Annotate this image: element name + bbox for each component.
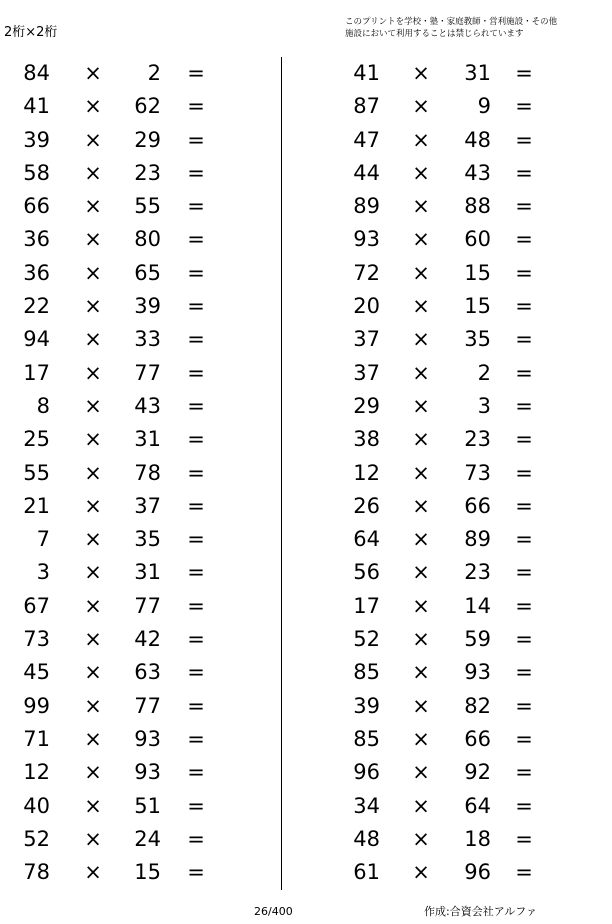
times-sign: × <box>84 660 102 685</box>
problem-row <box>0 157 280 190</box>
equals-sign: = <box>515 194 533 219</box>
problem-row <box>0 423 280 456</box>
times-sign: × <box>412 127 430 152</box>
multiplicand: 12 <box>23 760 50 785</box>
multiplier: 93 <box>134 760 161 785</box>
equals-sign: = <box>187 860 205 885</box>
problem-row <box>330 57 610 90</box>
times-sign: × <box>412 693 430 718</box>
times-sign: × <box>412 560 430 585</box>
equals-sign: = <box>187 560 205 585</box>
equals-sign: = <box>187 360 205 385</box>
times-sign: × <box>412 194 430 219</box>
problem-row <box>0 790 280 823</box>
multiplier: 35 <box>134 527 161 552</box>
times-sign: × <box>84 527 102 552</box>
worksheet-title: 2桁×2桁 <box>4 25 58 40</box>
left-problem-column <box>0 57 280 889</box>
multiplier: 77 <box>134 593 161 618</box>
page-number: 26/400 <box>254 905 293 918</box>
multiplicand: 78 <box>23 860 50 885</box>
multiplicand: 72 <box>353 260 380 285</box>
multiplier: 43 <box>134 393 161 418</box>
multiplier: 35 <box>464 327 491 352</box>
multiplier: 39 <box>134 294 161 319</box>
equals-sign: = <box>515 460 533 485</box>
multiplicand: 87 <box>353 94 380 119</box>
times-sign: × <box>412 460 430 485</box>
equals-sign: = <box>187 826 205 851</box>
problem-row <box>0 856 280 889</box>
problem-row <box>330 390 610 423</box>
problem-row <box>0 623 280 656</box>
times-sign: × <box>412 427 430 452</box>
times-sign: × <box>84 260 102 285</box>
equals-sign: = <box>187 160 205 185</box>
problem-row <box>0 756 280 789</box>
times-sign: × <box>84 793 102 818</box>
times-sign: × <box>84 593 102 618</box>
multiplicand: 20 <box>353 294 380 319</box>
equals-sign: = <box>515 61 533 85</box>
multiplier: 23 <box>464 560 491 585</box>
multiplicand: 41 <box>353 61 380 85</box>
multiplier: 66 <box>464 493 491 518</box>
problem-row <box>330 457 610 490</box>
multiplicand: 8 <box>36 393 50 418</box>
equals-sign: = <box>515 94 533 119</box>
times-sign: × <box>412 227 430 252</box>
equals-sign: = <box>187 327 205 352</box>
equals-sign: = <box>187 427 205 452</box>
equals-sign: = <box>187 593 205 618</box>
multiplier: 23 <box>464 427 491 452</box>
multiplier: 82 <box>464 693 491 718</box>
multiplier: 77 <box>134 360 161 385</box>
times-sign: × <box>84 294 102 319</box>
equals-sign: = <box>515 593 533 618</box>
multiplicand: 12 <box>353 460 380 485</box>
multiplicand: 61 <box>353 860 380 885</box>
times-sign: × <box>84 94 102 119</box>
multiplier: 43 <box>464 160 491 185</box>
problem-row <box>0 257 280 290</box>
multiplicand: 85 <box>353 726 380 751</box>
times-sign: × <box>412 593 430 618</box>
equals-sign: = <box>187 294 205 319</box>
multiplier: 92 <box>464 760 491 785</box>
problem-row <box>330 523 610 556</box>
problem-row <box>330 790 610 823</box>
multiplier: 24 <box>134 826 161 851</box>
equals-sign: = <box>515 294 533 319</box>
times-sign: × <box>412 726 430 751</box>
usage-notice-line-1: このプリントを学校・塾・家庭教師・営利施設・その他 <box>345 17 558 27</box>
multiplier: 88 <box>464 194 491 219</box>
multiplicand: 66 <box>23 194 50 219</box>
multiplicand: 64 <box>353 527 380 552</box>
equals-sign: = <box>187 793 205 818</box>
times-sign: × <box>412 493 430 518</box>
multiplier: 15 <box>464 294 491 319</box>
equals-sign: = <box>515 627 533 652</box>
multiplier: 15 <box>464 260 491 285</box>
equals-sign: = <box>515 493 533 518</box>
times-sign: × <box>412 160 430 185</box>
multiplicand: 93 <box>353 227 380 252</box>
multiplicand: 84 <box>23 61 50 85</box>
author-credit: 作成:合資会社アルファ <box>424 905 538 918</box>
multiplicand: 26 <box>353 493 380 518</box>
times-sign: × <box>412 627 430 652</box>
equals-sign: = <box>187 693 205 718</box>
equals-sign: = <box>515 826 533 851</box>
equals-sign: = <box>187 194 205 219</box>
problem-row <box>330 124 610 157</box>
multiplicand: 36 <box>23 260 50 285</box>
multiplicand: 39 <box>23 127 50 152</box>
problem-row <box>330 556 610 589</box>
times-sign: × <box>412 360 430 385</box>
multiplier: 14 <box>464 593 491 618</box>
problem-row <box>330 223 610 256</box>
equals-sign: = <box>187 660 205 685</box>
problem-row <box>330 723 610 756</box>
times-sign: × <box>412 793 430 818</box>
problem-row <box>0 656 280 689</box>
multiplier: 31 <box>134 427 161 452</box>
problem-row <box>0 124 280 157</box>
times-sign: × <box>84 693 102 718</box>
multiplicand: 38 <box>353 427 380 452</box>
multiplicand: 96 <box>353 760 380 785</box>
times-sign: × <box>84 427 102 452</box>
times-sign: × <box>84 227 102 252</box>
problem-row <box>330 257 610 290</box>
problem-row <box>0 223 280 256</box>
multiplier: 66 <box>464 726 491 751</box>
problem-row <box>330 423 610 456</box>
multiplicand: 40 <box>23 793 50 818</box>
multiplicand: 22 <box>23 294 50 319</box>
equals-sign: = <box>515 660 533 685</box>
multiplier: 89 <box>464 527 491 552</box>
column-divider <box>281 57 282 890</box>
multiplicand: 37 <box>353 360 380 385</box>
problem-row <box>330 623 610 656</box>
multiplicand: 94 <box>23 327 50 352</box>
multiplier: 3 <box>477 393 491 418</box>
problem-row <box>0 90 280 123</box>
times-sign: × <box>84 360 102 385</box>
multiplicand: 89 <box>353 194 380 219</box>
equals-sign: = <box>515 693 533 718</box>
problem-row <box>0 57 280 90</box>
problem-row <box>0 590 280 623</box>
problem-row <box>330 157 610 190</box>
usage-notice <box>345 16 607 40</box>
equals-sign: = <box>515 360 533 385</box>
problem-row <box>0 556 280 589</box>
times-sign: × <box>412 94 430 119</box>
problem-row <box>330 290 610 323</box>
multiplicand: 36 <box>23 227 50 252</box>
problem-row <box>330 590 610 623</box>
equals-sign: = <box>515 393 533 418</box>
times-sign: × <box>84 194 102 219</box>
multiplicand: 56 <box>353 560 380 585</box>
problem-row <box>330 690 610 723</box>
multiplier: 31 <box>464 61 491 85</box>
multiplier: 23 <box>134 160 161 185</box>
times-sign: × <box>84 460 102 485</box>
equals-sign: = <box>515 726 533 751</box>
multiplier: 73 <box>464 460 491 485</box>
equals-sign: = <box>515 560 533 585</box>
problem-row <box>0 723 280 756</box>
times-sign: × <box>412 260 430 285</box>
equals-sign: = <box>187 61 205 85</box>
multiplier: 55 <box>134 194 161 219</box>
times-sign: × <box>412 826 430 851</box>
equals-sign: = <box>515 427 533 452</box>
equals-sign: = <box>187 493 205 518</box>
equals-sign: = <box>515 760 533 785</box>
multiplicand: 29 <box>353 393 380 418</box>
equals-sign: = <box>187 726 205 751</box>
equals-sign: = <box>515 860 533 885</box>
times-sign: × <box>412 860 430 885</box>
times-sign: × <box>84 493 102 518</box>
problem-row <box>0 323 280 356</box>
times-sign: × <box>84 726 102 751</box>
multiplicand: 85 <box>353 660 380 685</box>
problem-row <box>330 856 610 889</box>
problem-row <box>0 390 280 423</box>
times-sign: × <box>412 294 430 319</box>
multiplicand: 73 <box>23 627 50 652</box>
equals-sign: = <box>187 527 205 552</box>
equals-sign: = <box>187 393 205 418</box>
times-sign: × <box>84 127 102 152</box>
multiplier: 9 <box>477 94 491 119</box>
times-sign: × <box>412 327 430 352</box>
times-sign: × <box>84 826 102 851</box>
equals-sign: = <box>515 127 533 152</box>
times-sign: × <box>412 760 430 785</box>
equals-sign: = <box>187 260 205 285</box>
times-sign: × <box>84 560 102 585</box>
multiplier: 29 <box>134 127 161 152</box>
multiplicand: 67 <box>23 593 50 618</box>
multiplier: 62 <box>134 94 161 119</box>
multiplicand: 44 <box>353 160 380 185</box>
times-sign: × <box>84 61 102 85</box>
problem-row <box>0 690 280 723</box>
equals-sign: = <box>187 627 205 652</box>
multiplier: 60 <box>464 227 491 252</box>
multiplier: 93 <box>134 726 161 751</box>
equals-sign: = <box>515 327 533 352</box>
multiplier: 2 <box>477 360 491 385</box>
times-sign: × <box>412 393 430 418</box>
multiplicand: 48 <box>353 826 380 851</box>
multiplier: 31 <box>134 560 161 585</box>
multiplicand: 21 <box>23 493 50 518</box>
problem-row <box>330 190 610 223</box>
multiplier: 37 <box>134 493 161 518</box>
multiplier: 59 <box>464 627 491 652</box>
multiplicand: 58 <box>23 160 50 185</box>
multiplicand: 99 <box>23 693 50 718</box>
problem-row <box>330 823 610 856</box>
multiplier: 78 <box>134 460 161 485</box>
equals-sign: = <box>187 227 205 252</box>
multiplicand: 25 <box>23 427 50 452</box>
times-sign: × <box>84 393 102 418</box>
multiplicand: 41 <box>23 94 50 119</box>
multiplicand: 39 <box>353 693 380 718</box>
times-sign: × <box>84 860 102 885</box>
multiplicand: 7 <box>36 527 50 552</box>
times-sign: × <box>412 660 430 685</box>
problem-row <box>0 190 280 223</box>
multiplier: 42 <box>134 627 161 652</box>
problem-row <box>330 490 610 523</box>
problem-row <box>0 457 280 490</box>
equals-sign: = <box>515 160 533 185</box>
multiplier: 18 <box>464 826 491 851</box>
multiplier: 2 <box>147 61 161 85</box>
problem-row <box>0 357 280 390</box>
multiplier: 63 <box>134 660 161 685</box>
multiplier: 80 <box>134 227 161 252</box>
multiplier: 33 <box>134 327 161 352</box>
times-sign: × <box>84 327 102 352</box>
problem-row <box>330 357 610 390</box>
problem-row <box>0 490 280 523</box>
multiplicand: 71 <box>23 726 50 751</box>
multiplier: 64 <box>464 793 491 818</box>
problem-row <box>330 90 610 123</box>
usage-notice-line-2: 施設において利用することは禁じられています <box>345 29 524 39</box>
multiplier: 15 <box>134 860 161 885</box>
problem-row <box>330 756 610 789</box>
multiplicand: 34 <box>353 793 380 818</box>
equals-sign: = <box>515 227 533 252</box>
problem-row <box>330 323 610 356</box>
multiplicand: 17 <box>23 360 50 385</box>
equals-sign: = <box>515 793 533 818</box>
times-sign: × <box>84 627 102 652</box>
problem-row <box>0 823 280 856</box>
equals-sign: = <box>515 527 533 552</box>
right-problem-column <box>330 57 610 889</box>
times-sign: × <box>84 760 102 785</box>
multiplier: 96 <box>464 860 491 885</box>
multiplicand: 47 <box>353 127 380 152</box>
times-sign: × <box>412 527 430 552</box>
multiplicand: 45 <box>23 660 50 685</box>
multiplier: 93 <box>464 660 491 685</box>
equals-sign: = <box>187 760 205 785</box>
multiplicand: 52 <box>353 627 380 652</box>
equals-sign: = <box>187 94 205 119</box>
problem-row <box>0 523 280 556</box>
problem-row <box>330 656 610 689</box>
multiplier: 48 <box>464 127 491 152</box>
equals-sign: = <box>515 260 533 285</box>
multiplicand: 37 <box>353 327 380 352</box>
multiplier: 51 <box>134 793 161 818</box>
multiplier: 65 <box>134 260 161 285</box>
multiplicand: 55 <box>23 460 50 485</box>
equals-sign: = <box>187 127 205 152</box>
multiplicand: 3 <box>36 560 50 585</box>
multiplicand: 17 <box>353 593 380 618</box>
times-sign: × <box>84 160 102 185</box>
multiplicand: 52 <box>23 826 50 851</box>
problem-row <box>0 290 280 323</box>
equals-sign: = <box>187 460 205 485</box>
times-sign: × <box>412 61 430 85</box>
multiplier: 77 <box>134 693 161 718</box>
